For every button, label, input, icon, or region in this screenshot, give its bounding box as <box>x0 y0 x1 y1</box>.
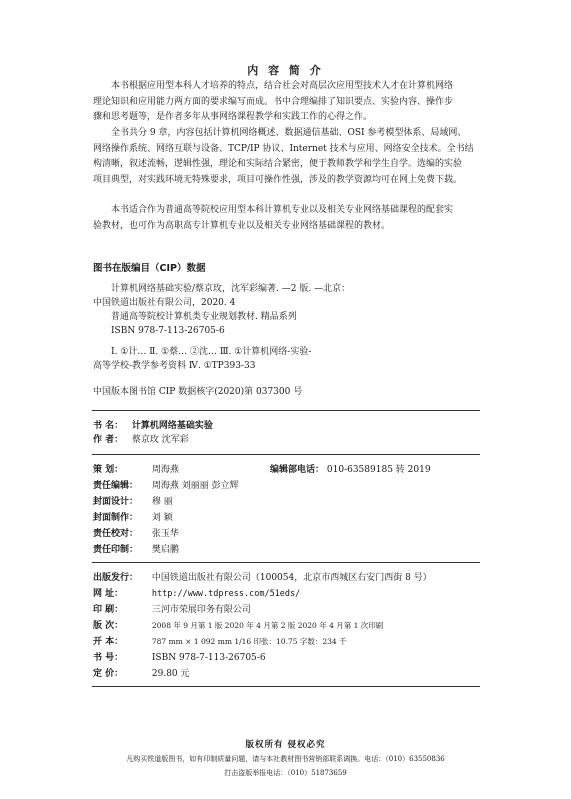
intro-paragraph-1 <box>93 79 479 126</box>
author-row <box>93 432 189 445</box>
proofreader-value: 张玉华 <box>151 529 179 539</box>
isbn-row <box>93 650 266 663</box>
book-title-label: 书 名： <box>93 421 124 431</box>
cip-core-number: 中国版本图书馆 CIP 数据核字(2020)第 037300 号 <box>93 387 303 397</box>
edition-label: 版 次： <box>93 621 124 631</box>
divider <box>92 410 480 411</box>
website-label: 网 址： <box>93 589 124 599</box>
price-value: 29.80 元 <box>151 669 190 679</box>
editor-value: 周海燕 刘丽丽 彭立辉 <box>151 481 239 491</box>
cip-line: 普通高等院校计算机类专业规划教材. 精品系列 <box>111 312 297 322</box>
print-supervisor-label: 责任印制： <box>93 545 139 555</box>
intro-paragraph-3 <box>93 203 479 234</box>
isbn-value: ISBN 978-7-113-26705-6 <box>151 653 266 663</box>
intro-line: 网络操作系统、网络互联与设备、TCP/IP 协议、Internet 技术与应用、网络安全技术。全书结 <box>93 143 474 154</box>
cip-block-1 <box>93 282 350 338</box>
website-link[interactable]: http://www.tdpress.com/51eds/ <box>151 589 301 599</box>
publisher-value: 中国铁道出版社有限公司（100054，北京市西城区右安门西街 8 号） <box>151 573 432 583</box>
price-row <box>93 666 190 679</box>
cip-line: 中国铁道出版社有限公司，2020. 4 <box>93 298 236 308</box>
printer-value: 三河市荣展印务有限公司 <box>151 605 251 615</box>
planner-label: 策 划： <box>93 465 124 475</box>
planner-row <box>93 462 179 475</box>
phone-label: 编辑部电话： <box>270 465 325 475</box>
intro-line: 本书适合作为普通高等院校应用型本科计算机专业以及相关专业网络基础课程的配套实 <box>111 205 454 215</box>
print-supervisor-value: 樊启鹏 <box>151 545 179 555</box>
intro-line: 全书共分 9 章，内容包括计算机网络概述、数据通信基础、OSI 参考模型体系、局域网、 <box>111 128 467 138</box>
format-label: 开 本： <box>93 637 124 647</box>
phone-value: 010-63589185 转 2019 <box>326 465 431 475</box>
intro-line: 本书根据应用型本科人才培养的特点，结合社会对高层次应用型技术人才在计算机网络 <box>111 81 454 91</box>
publisher-row <box>93 570 432 583</box>
proofreader-row <box>93 526 179 539</box>
edition-value: 2008 年 9 月第 1 版 2020 年 4 月第 2 版 2020 年 4 月第 1 次印刷 <box>151 621 384 630</box>
copyright-notice: 版权所有 侵权必究 <box>245 740 326 750</box>
divider <box>92 562 480 563</box>
planner-value: 周海燕 <box>151 465 179 475</box>
printer-row <box>93 602 251 615</box>
cip-block-2 <box>93 345 311 373</box>
cover-production-value: 刘 颖 <box>151 513 173 523</box>
publisher-label: 出版发行： <box>93 573 139 583</box>
cip-line: 高等学校-教学参考资料 Ⅳ. ①TP393-33 <box>93 361 256 371</box>
price-label: 定 价： <box>93 669 124 679</box>
intro-line: 理论知识和应用能力两方面的要求编写而成。书中合理编排了知识要点、实验内容、操作步 <box>93 96 454 107</box>
cover-design-label: 封面设计： <box>93 497 139 507</box>
author-label: 作 者： <box>93 435 124 445</box>
book-title-row <box>93 418 213 431</box>
editor-label: 责任编辑： <box>93 481 139 491</box>
cip-line: Ⅰ. ①计… Ⅱ. ①蔡… ②沈… Ⅲ. ①计算机网络-实验- <box>111 347 312 357</box>
author-value: 蔡京玫 沈军彩 <box>131 435 189 445</box>
print-supervisor-row <box>93 542 179 555</box>
editor-row <box>93 478 239 491</box>
cover-design-row <box>93 494 173 507</box>
cover-production-label: 封面制作： <box>93 513 139 523</box>
phone-row <box>270 462 431 475</box>
footer-piracy-line: 打击盗版举报电话：（010）51873659 <box>224 769 347 777</box>
cip-line: 计算机网络基础实验/蔡京玫，沈军彩编著. —2 版. —北京： <box>111 284 351 294</box>
intro-line: 验教材，也可作为高职高专计算机专业以及相关专业网络基础课程的教材。 <box>93 220 391 231</box>
printer-label: 印 刷： <box>93 605 124 615</box>
divider <box>92 686 480 687</box>
intro-line: 项目典型，对实践环境无特殊要求，项目可操作性强，涉及的教学资源均可在网上免费下载。 <box>93 174 463 185</box>
intro-line: 构清晰，叙述流畅，逻辑性强，理论和实际结合紧密，便于教师教学和学生自学。选编的实验 <box>93 159 463 169</box>
cover-production-row <box>93 510 173 523</box>
divider <box>92 454 480 455</box>
footer-contact-line: 凡购买铁道版图书，如有印制质量问题，请与本社教材图书营销部联系调换。电话：（010）63550836 <box>126 755 445 763</box>
format-value: 787 mm × 1 092 mm 1/16 印张：10.75 字数：234 千 <box>151 637 347 646</box>
isbn-label: 书 号： <box>93 653 124 663</box>
book-title-value: 计算机网络基础实验 <box>131 421 213 431</box>
cover-design-value: 穆 丽 <box>151 497 173 507</box>
proofreader-label: 责任校对： <box>93 529 139 539</box>
cip-heading: 图书在版编目（CIP）数据 <box>93 263 206 274</box>
intro-line: 骤和思考题等，是作者多年从事网络课程教学和实践工作的心得之作。 <box>93 112 373 122</box>
intro-paragraph-2 <box>93 126 479 188</box>
edition-row <box>93 618 383 631</box>
cip-line: ISBN 978-7-113-26705-6 <box>111 326 225 336</box>
page-title: 内 容 简 介 <box>247 64 324 77</box>
website-row <box>93 586 300 599</box>
format-row <box>93 634 347 647</box>
